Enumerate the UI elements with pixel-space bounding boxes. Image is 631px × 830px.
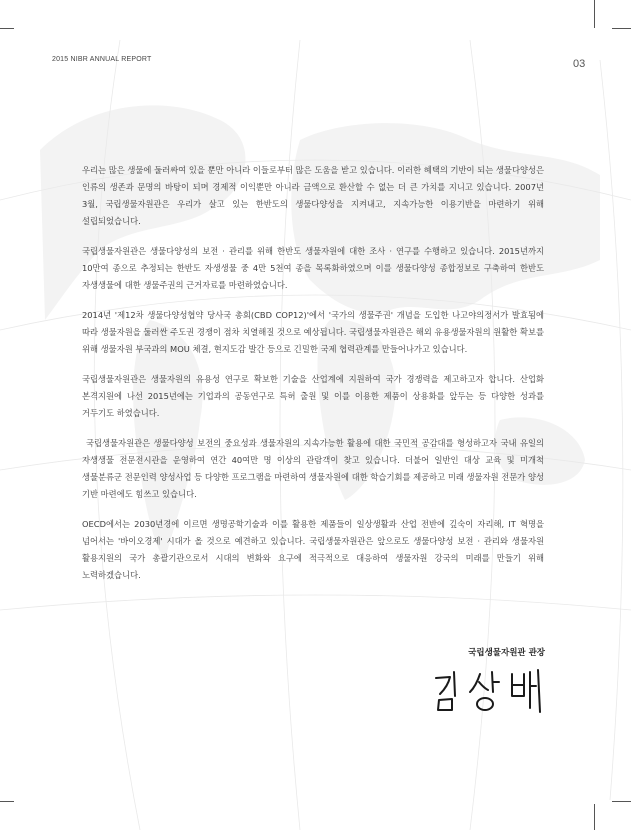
paragraph: 국립생물자원관은 생물다양성의 보전 · 관리를 위해 한반도 생물자원에 대한 조사 · 연구를 수행하고 있습니다. 2015년까지 10만여 종으로 추정되는 한반도 자생생물 중 4만 5천여 종을 목록화하였으며 이를 생물다양성 종합정보로 구축하여 한반도 자생생물에 대한 생물주권의 근거자료를 마련하였습니다.	[82, 246, 544, 290]
crop-mark-bottom-right-horizontal	[612, 801, 631, 802]
crop-mark-bottom-right-vertical	[594, 804, 595, 830]
paragraph: 우리는 많은 생물에 둘러싸여 있을 뿐만 아니라 이들로부터 많은 도움을 받고 있습니다. 이러한 혜택의 기반이 되는 생물다양성은 인류의 생존과 문명의 바탕이 되며 경제적 이익뿐만 아니라 금액으로 환산할 수 없는 더 큰 가치를 지니고 있습니다. 2007년 3월, 국립생물자원관은 우리가 살고 있는 한반도의 생물다양성을 지켜내고, 지속가능한 이용기반을 마련하기 위해 설립되었습니다.	[82, 165, 544, 226]
paragraph: 2014년 '제12차 생물다양성협약 당사국 총회(CBD COP12)'에서 '국가의 생물주권' 개념을 도입한 나고야의정서가 발효됨에 따라 생물자원을 둘러싼 주도권 경쟁이 점차 치열해질 것으로 예상됩니다. 국립생물자원관은 해외 유용생물자원의 원활한 확보를 위해 생물자원 부국과의 MOU 체결, 현지도감 발간 등으로 긴밀한 국제 협력관계를 만들어나가고 있습니다.	[82, 310, 544, 354]
body-text	[82, 162, 544, 597]
page-number: 03	[573, 58, 586, 70]
crop-mark-top-left	[0, 28, 14, 29]
crop-mark-bottom-left	[0, 801, 14, 802]
crop-mark-top-right-vertical	[594, 0, 595, 28]
signature	[430, 668, 550, 714]
crop-mark-top-right-horizontal	[612, 28, 631, 29]
signoff-title: 국립생물자원관 관장	[468, 648, 545, 658]
paragraph: OECD에서는 2030년경에 이르면 생명공학기술과 이를 활용한 제품들이 일상생활과 산업 전반에 깊숙이 자리해, IT 혁명을 넘어서는 '바이오경제' 시대가 올 것으로 예견하고 있습니다. 국립생물자원관은 앞으로도 생물다양성 보전 · 관리와 생물자원 활용지원의 국가 총괄기관으로서 시대의 변화와 요구에 적극적으로 대응하여 생물자원 강국의 미래를 만들기 위해 노력하겠습니다.	[82, 519, 544, 580]
paragraph: 국립생물자원관은 생물자원의 유용성 연구로 확보한 기술을 산업계에 지원하여 국가 경쟁력을 제고하고자 합니다. 산업화 본격지원에 나선 2015년에는 기업과의 공동연구로 특허 출원 및 이를 이용한 제품이 상용화를 앞두는 등 다양한 성과를 거두기도 하였습니다.	[82, 374, 545, 418]
report-title: 2015 NIBR ANNUAL REPORT	[52, 56, 152, 63]
paragraph: 국립생물자원관은 생물다양성 보전의 중요성과 생물자원의 지속가능한 활용에 대한 국민적 공감대를 형성하고자 국내 유일의 자생생물 전문전시관을 운영하여 연간 40여만 명 이상의 관람객이 찾고 있습니다. 더불어 일반인 대상 교육 및 미개척 생물분류군 전문인력 양성사업 등 다양한 프로그램을 마련하여 생물자원에 대한 학습기회를 제공하고 미래 생물자원 전문가 양성 기반 마련에도 힘쓰고 있습니다.	[82, 438, 544, 499]
